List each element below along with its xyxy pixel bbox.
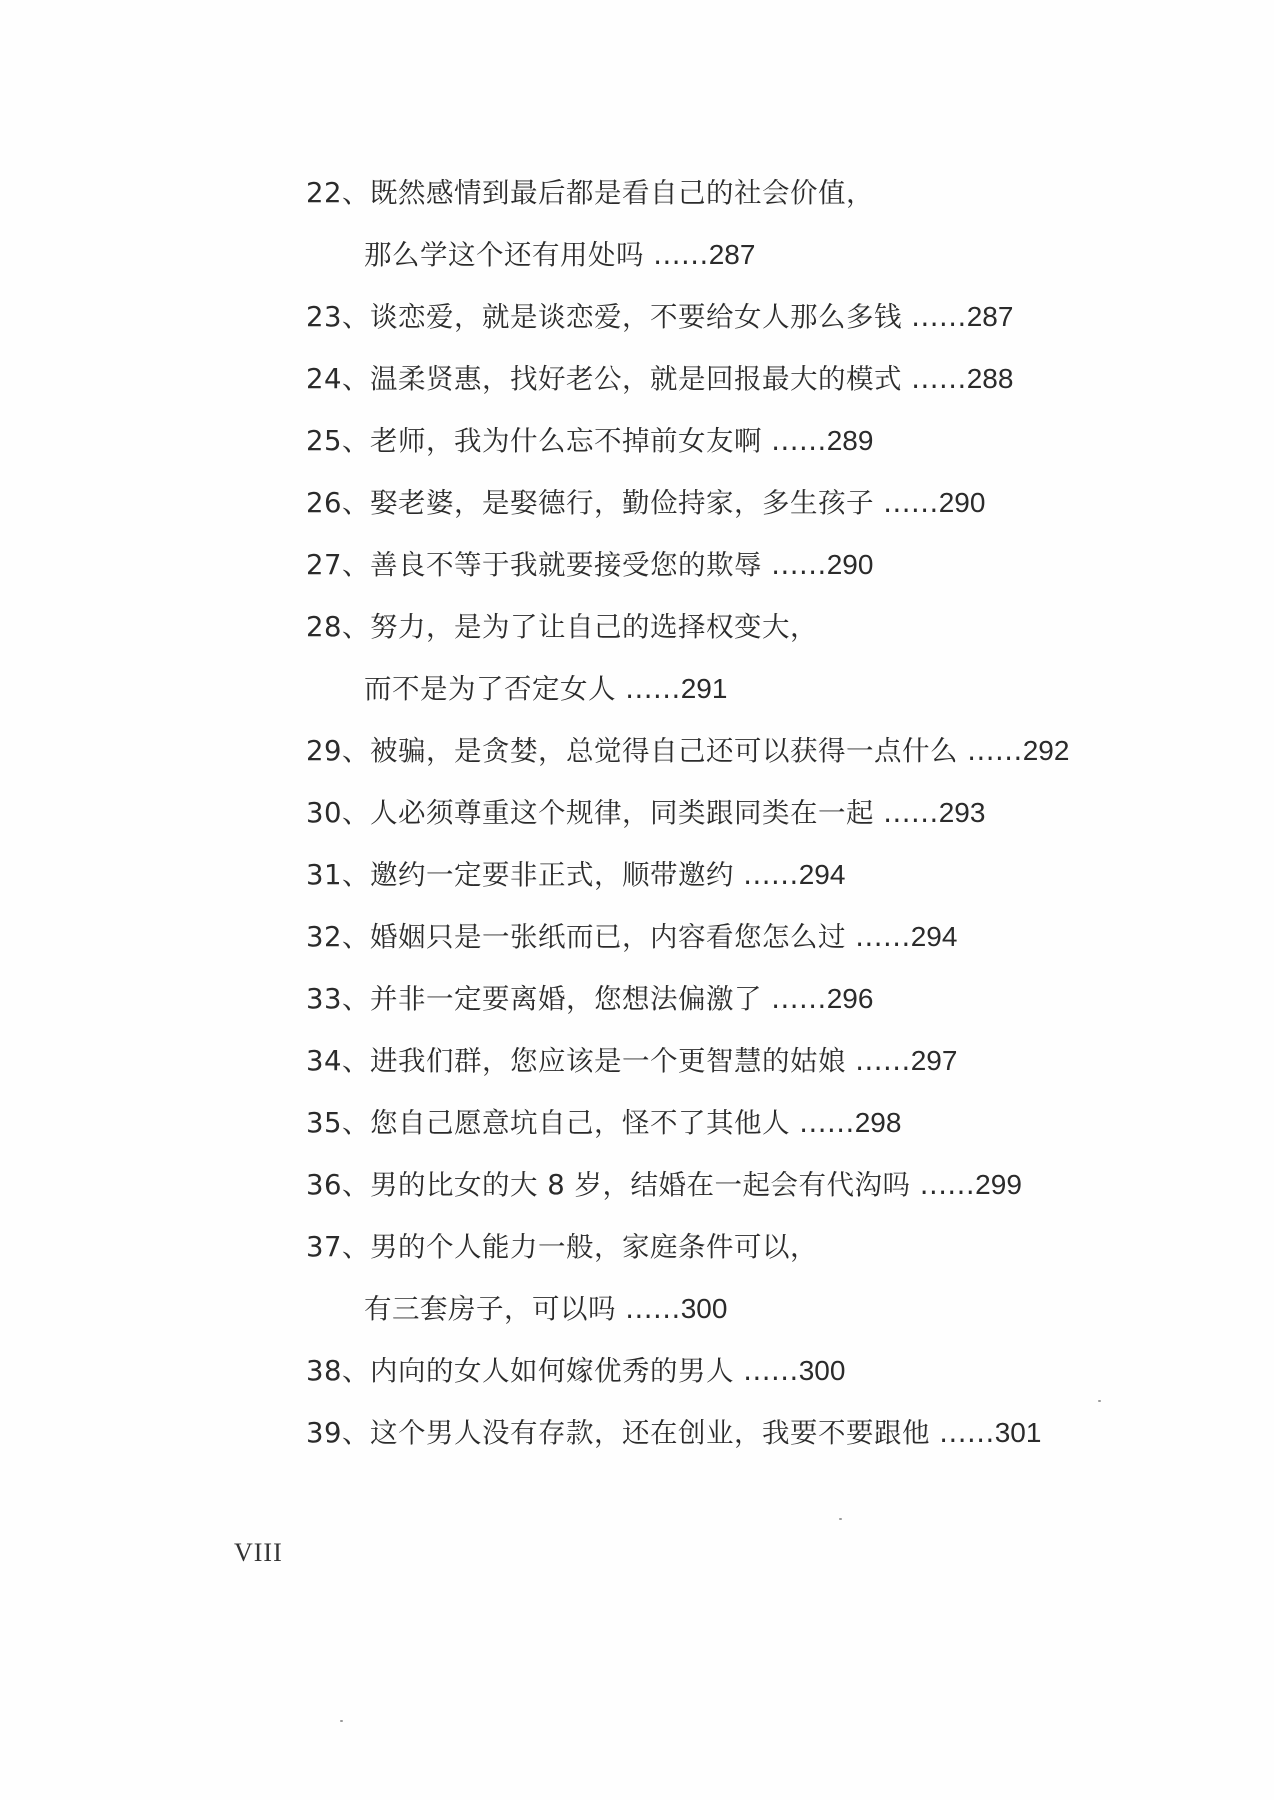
toc-entry: 37、男的个人能力一般，家庭条件可以， [306, 1231, 818, 1263]
toc-entry-continuation: 有三套房子，可以吗 ......300 [364, 1293, 728, 1325]
scan-speck [340, 1720, 343, 1722]
toc-entry: 24、温柔贤惠，找好老公，就是回报最大的模式 ......288 [306, 363, 1014, 395]
toc-entry: 36、男的比女的大 8 岁，结婚在一起会有代沟吗 ......299 [306, 1169, 1022, 1201]
toc-entry-continuation: 而不是为了否定女人 ......291 [364, 673, 728, 705]
toc-entry: 31、邀约一定要非正式，顺带邀约 ......294 [306, 859, 846, 891]
toc-entry: 26、娶老婆，是娶德行，勤俭持家，多生孩子 ......290 [306, 487, 986, 519]
toc-entry: 38、内向的女人如何嫁优秀的男人 ......300 [306, 1355, 846, 1387]
toc-entry: 29、被骗，是贪婪，总觉得自己还可以获得一点什么 ......292 [306, 735, 1070, 767]
table-of-contents [306, 162, 1206, 1464]
toc-entry: 22、既然感情到最后都是看自己的社会价值， [306, 177, 874, 209]
scan-speck [839, 1518, 842, 1520]
scan-speck [1098, 1400, 1101, 1402]
toc-entry: 32、婚姻只是一张纸而已，内容看您怎么过 ......294 [306, 921, 958, 953]
toc-entry: 25、老师，我为什么忘不掉前女友啊 ......289 [306, 425, 874, 457]
toc-entry: 33、并非一定要离婚，您想法偏激了 ......296 [306, 983, 874, 1015]
toc-entry: 27、善良不等于我就要接受您的欺辱 ......290 [306, 549, 874, 581]
toc-entry: 39、这个男人没有存款，还在创业，我要不要跟他 ......301 [306, 1417, 1042, 1449]
toc-entry-continuation: 那么学这个还有用处吗 ......287 [364, 239, 756, 271]
toc-entry: 35、您自己愿意坑自己，怪不了其他人 ......298 [306, 1107, 902, 1139]
page-folio: VIII [234, 1538, 283, 1567]
toc-entry: 34、进我们群，您应该是一个更智慧的姑娘 ......297 [306, 1045, 958, 1077]
toc-entry: 23、谈恋爱，就是谈恋爱，不要给女人那么多钱 ......287 [306, 301, 1014, 333]
toc-entry: 28、努力，是为了让自己的选择权变大， [306, 611, 818, 643]
toc-entry: 30、人必须尊重这个规律，同类跟同类在一起 ......293 [306, 797, 986, 829]
